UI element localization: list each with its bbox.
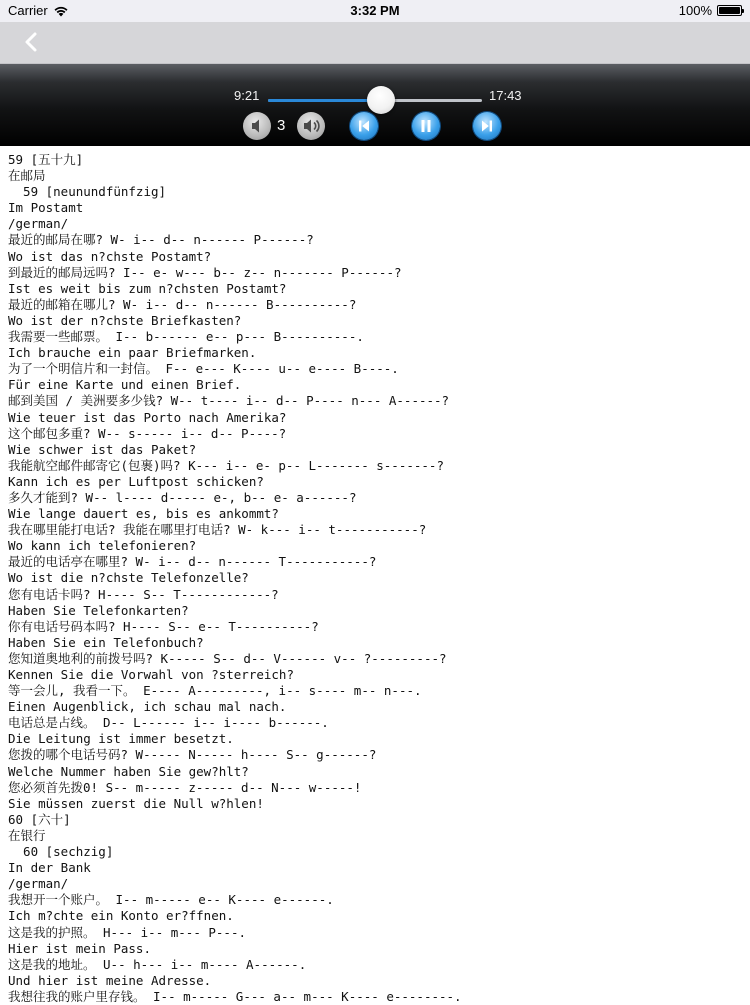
volume-up-icon <box>297 112 325 140</box>
text-line: 这个邮包多重? W-- s----- i-- d-- P----? <box>8 425 287 441</box>
text-line: 为了一个明信片和一封信。 F-- e--- K---- u-- e---- B----. <box>8 361 399 377</box>
text-line: 最近的邮箱在哪儿? W- i-- d-- n------ B----------? <box>8 296 357 312</box>
volume-down-button[interactable] <box>243 112 271 140</box>
audio-player <box>0 64 750 146</box>
text-line: Für eine Karte und einen Brief. <box>8 377 242 393</box>
text-line: Wo ist der n?chste Briefkasten? <box>8 312 242 328</box>
text-line: Wo ist das n?chste Postamt? <box>8 248 212 264</box>
volume-up-button[interactable] <box>297 112 325 140</box>
text-line: 你有电话号码本吗? H---- S-- e-- T----------? <box>8 618 319 634</box>
total-time: 17:43 <box>489 88 522 103</box>
text-line: 我想往我的账户里存钱。 I-- m----- G--- a-- m--- K---- e--------. <box>8 988 462 1004</box>
text-line: 我需要一些邮票。 I-- b------ e-- p--- B----------. <box>8 329 364 345</box>
text-line: Sie müssen zuerst die Null w?hlen! <box>8 795 264 811</box>
lesson-text <box>8 152 743 1005</box>
text-line: 我在哪里能打电话? 我能在哪里打电话? W- k--- i-- t-----------? <box>8 522 427 538</box>
text-line: 您知道奥地利的前拨号吗? K----- S-- d-- V------ v-- ?---------? <box>8 650 447 666</box>
text-line: 邮到美国 / 美洲要多少钱? W-- t---- i-- d-- P---- n--- A------? <box>8 393 450 409</box>
text-line: 我能航空邮件邮寄它(包裹)吗? K--- i-- e- p-- L------- s-------? <box>8 457 444 473</box>
text-line: Die Leitung ist immer besetzt. <box>8 731 234 747</box>
carrier-label: Carrier <box>8 3 48 18</box>
text-line: 到最近的邮局远吗? I-- e- w--- b-- z-- n------- P------? <box>8 264 402 280</box>
text-line: 最近的电话亭在哪里? W- i-- d-- n------ T-----------? <box>8 554 377 570</box>
text-line: 这是我的护照。 H--- i-- m--- P---. <box>8 924 247 940</box>
volume-down-icon <box>243 112 271 140</box>
text-line: 您必须首先拨0! S-- m----- z----- d-- N--- w-----! <box>8 779 362 795</box>
text-line: Und hier ist meine Adresse. <box>8 972 212 988</box>
text-line: 多久才能到? W-- l---- d----- e-, b-- e- a------? <box>8 489 357 505</box>
text-line: Ist es weit bis zum n?chsten Postamt? <box>8 280 287 296</box>
progress-thumb[interactable] <box>367 86 395 114</box>
battery-percent: 100% <box>678 3 712 18</box>
elapsed-time: 9:21 <box>234 88 260 103</box>
text-line: 最近的邮局在哪? W- i-- d-- n------ P------? <box>8 232 314 248</box>
text-line: Kennen Sie die Vorwahl von ?sterreich? <box>8 667 294 682</box>
progress-fill <box>268 99 381 102</box>
status-bar <box>0 0 750 22</box>
text-line: Wie lange dauert es, bis es ankommt? <box>8 506 279 522</box>
pause-icon <box>412 112 440 140</box>
text-line: 这是我的地址。 U-- h--- i-- m---- A------. <box>8 956 307 972</box>
text-line: 60 [六十] <box>8 811 71 827</box>
text-line: Haben Sie Telefonkarten? <box>8 602 189 618</box>
text-line: Wie teuer ist das Porto nach Amerika? <box>8 409 287 425</box>
text-line: Welche Nummer haben Sie gew?hlt? <box>8 763 249 779</box>
skip-next-icon <box>473 112 501 140</box>
battery-icon <box>717 5 742 16</box>
text-line: 我想开一个账户。 I-- m----- e-- K---- e------. <box>8 892 334 908</box>
text-line: Haben Sie ein Telefonbuch? <box>8 634 204 650</box>
text-line: 60 [sechzig] <box>8 844 114 860</box>
text-line: Wo kann ich telefonieren? <box>8 538 197 554</box>
text-line: Wie schwer ist das Paket? <box>8 441 197 457</box>
text-line: /german/ <box>8 216 69 232</box>
text-line: Hier ist mein Pass. <box>8 940 151 956</box>
text-line: 59 [neunundfünfzig] <box>8 184 167 200</box>
text-line: Ich brauche ein paar Briefmarken. <box>8 345 257 361</box>
skip-previous-button[interactable] <box>350 112 378 140</box>
volume-level: 3 <box>277 117 286 134</box>
text-line: Kann ich es per Luftpost schicken? <box>8 473 264 489</box>
text-line: 59 [五十九] <box>8 152 84 167</box>
text-line: 在银行 <box>8 827 46 843</box>
text-line: 您拨的哪个电话号码? W----- N----- h---- S-- g------? <box>8 747 377 763</box>
text-line: Im Postamt <box>8 200 84 216</box>
text-line: Ich m?chte ein Konto er?ffnen. <box>8 908 234 924</box>
text-line: 等一会儿, 我看一下。 E---- A---------, i-- s---- m-- n---. <box>8 683 422 699</box>
skip-previous-icon <box>350 112 378 140</box>
chevron-left-icon <box>18 28 46 56</box>
text-line: In der Bank <box>8 860 91 876</box>
text-line: Wo ist die n?chste Telefonzelle? <box>8 570 249 586</box>
text-line: /german/ <box>8 876 69 892</box>
status-right <box>679 3 742 18</box>
text-line: 电话总是占线。 D-- L------ i-- i---- b------. <box>8 715 329 731</box>
text-line: Einen Augenblick, ich schau mal nach. <box>8 699 287 715</box>
pause-button[interactable] <box>412 112 440 140</box>
navigation-bar <box>0 22 750 64</box>
status-time: 3:32 PM <box>350 3 400 18</box>
progress-slider[interactable] <box>268 99 482 102</box>
text-line: 在邮局 <box>8 168 46 184</box>
text-line: 您有电话卡吗? H---- S-- T------------? <box>8 586 279 602</box>
skip-next-button[interactable] <box>473 112 501 140</box>
back-button[interactable] <box>18 28 46 56</box>
